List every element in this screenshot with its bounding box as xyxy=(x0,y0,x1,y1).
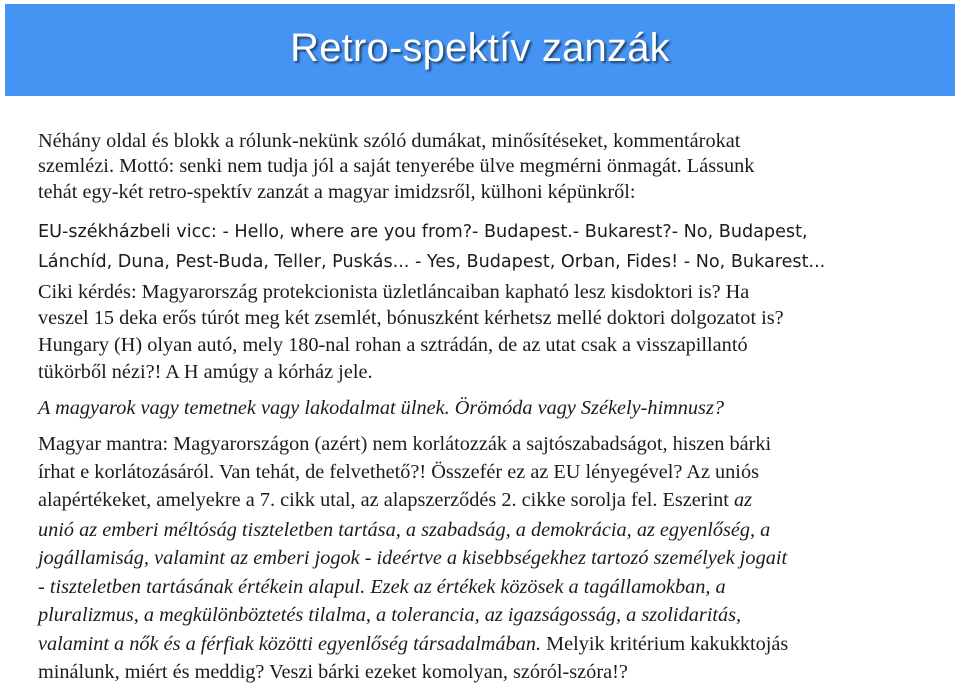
intro-line-3: tehát egy-két retro-spektív zanzát a magyar imidzsről, külhoni képünkről: xyxy=(38,181,636,203)
page-title: Retro-spektív zanzák xyxy=(290,26,670,70)
question-line-3: Hungary (H) olyan autó, mely 180-nal rohan a sztrádán, de az utat csak a visszapillantó xyxy=(38,334,748,356)
mantra-line-9: minálunk, miért és meddig? Veszi bárki ezeket komolyan, szóról-szóra!? xyxy=(38,661,628,683)
mantra-line-4: unió az emberi méltóság tiszteletben tartása, a szabadság, a demokrácia, az egyenlőség, a xyxy=(38,519,771,541)
mantra-line-5: jogállamiság, valamint az emberi jogok - ideértve a kisebbségekhez tartozó személyek jogait xyxy=(38,547,788,569)
title-banner xyxy=(5,4,955,96)
mantra-line-2: írhat e korlátozásáról. Van tehát, de felvethető?! Összefér ez az EU lényegével? Az uniós xyxy=(38,461,759,483)
question-line-4: tükörből nézi?! A H amúgy a kórház jele. xyxy=(38,361,373,383)
mantra-line-1: Magyar mantra: Magyarországon (azért) nem korlátozzák a sajtószabadságot, hiszen bárki xyxy=(38,433,772,455)
mantra-line-8-italic: valamint a nők és a férfiak közötti egyenlőség társadalmában. xyxy=(38,633,542,655)
mantra-line-3 xyxy=(38,488,752,512)
mantra-line-3-italic: az xyxy=(734,489,753,511)
mantra-line-8 xyxy=(38,632,788,656)
question-line-1: Ciki kérdés: Magyarország protekcionista üzletláncaiban kapható lesz kisdoktori is? Ha xyxy=(38,281,750,303)
mantra-line-8-text: Melyik kritérium kakukktojás xyxy=(541,633,789,655)
intro-line-1: Néhány oldal és blokk a rólunk-nekünk szóló dumákat, minősítéseket, kommentárokat xyxy=(38,130,741,152)
mantra-line-3-text: alapértékeket, amelyekre a 7. cikk utal, az alapszerződés 2. cikke sorolja fel. Eszerint xyxy=(38,489,734,511)
intro-line-2: szemlézi. Mottó: senki nem tudja jól a saját tenyerébe ülve megmérni önmagát. Lássunk xyxy=(38,155,755,177)
mantra-line-7: pluralizmus, a megkülönböztetés tilalma, a tolerancia, az igazságosság, a szolidaritás, xyxy=(38,604,742,626)
quote-line: A magyarok vagy temetnek vagy lakodalmat ülnek. Örömóda vagy Székely-himnusz? xyxy=(38,397,724,419)
mantra-line-6: - tiszteletben tartásának értékein alapul. Ezek az értékek közösek a tagállamokban, a xyxy=(38,576,726,598)
joke-line-2: Lánchíd, Duna, Pest-Buda, Teller, Puskás... - Yes, Budapest, Orban, Fides! - No, Bukarest... xyxy=(38,252,826,272)
question-line-2: veszel 15 deka erős túrót meg két zsemlét, bónuszként kérhetsz mellé doktori dolgozatot is? xyxy=(38,307,784,329)
joke-line-1: EU-székházbeli vicc: - Hello, where are you from?- Budapest.- Bukarest?- No, Budapest, xyxy=(38,222,808,242)
